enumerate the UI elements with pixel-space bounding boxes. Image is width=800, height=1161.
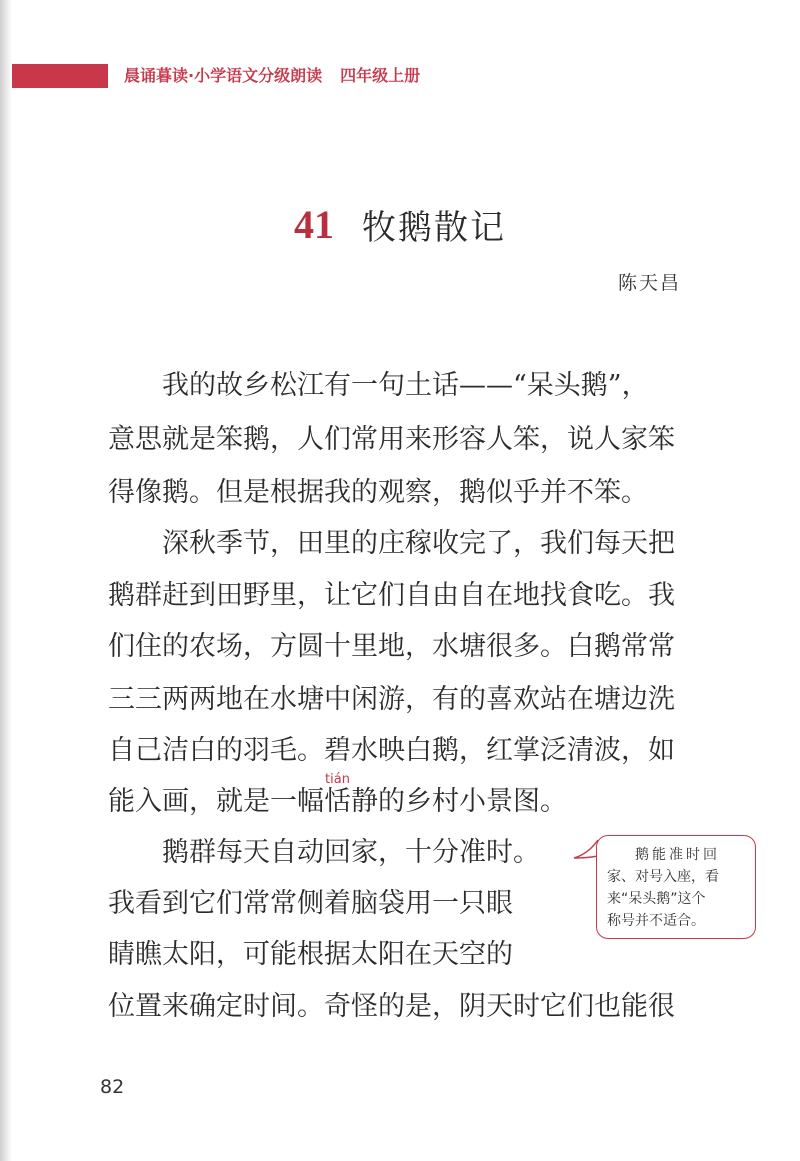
page-number: 82 xyxy=(100,1076,125,1098)
text-line: 深秋季节，田里的庄稼收完了，我们每天把 xyxy=(162,528,675,559)
callout-line: 鹅能准时回 xyxy=(635,847,720,863)
lesson-heading xyxy=(0,200,800,249)
text-line: 睛瞧太阳，可能根据太阳在天空的 xyxy=(108,939,513,970)
text-line: 们住的农场，方圆十里地，水塘很多。白鹅常常 xyxy=(108,631,675,662)
text-line: 意思就是笨鹅，人们常用来形容人笨，说人家笨 xyxy=(108,424,675,455)
book-spine-shadow xyxy=(0,0,12,1161)
text-line: 鹅群赶到田野里，让它们自由自在地找食吃。我 xyxy=(108,580,675,611)
lesson-title: 牧鹅散记 xyxy=(362,208,506,248)
text-line: 我看到它们常常侧着脑袋用一只眼 xyxy=(108,888,513,919)
text-line: 自己洁白的羽毛。碧水映白鹅，红掌泛清波，如 xyxy=(108,735,675,766)
volume-title: 四年级上册 xyxy=(340,66,421,85)
header-accent-bar xyxy=(12,64,108,88)
callout-line: 称号并不适合。 xyxy=(607,913,705,929)
callout-line: 家、对号入座，看 xyxy=(607,869,719,885)
callout-line: 来“呆头鹅”这个 xyxy=(607,891,706,907)
series-title: 晨诵暮读·小学语文分级朗读 xyxy=(124,66,323,85)
text-line: 我的故乡松江有一句土话——“呆头鹅”， xyxy=(162,370,649,401)
running-header xyxy=(124,64,420,88)
annotated-char: 恬 xyxy=(324,786,351,817)
author-name: 陈天昌 xyxy=(618,272,682,294)
text-line: 鹅群每天自动回家，十分准时。 xyxy=(162,837,540,868)
text-segment: 静的乡村小景图。 xyxy=(351,786,567,817)
text-line: 位置来确定时间。奇怪的是，阴天时它们也能很 xyxy=(108,991,675,1022)
margin-note-callout xyxy=(596,835,756,939)
text-line: 三三两两地在水塘中闲游，有的喜欢站在塘边洗 xyxy=(108,684,675,715)
text-line-with-pinyin xyxy=(108,772,567,819)
annotated-character xyxy=(324,772,351,819)
pinyin-annotation: tián xyxy=(325,772,350,787)
lesson-number: 41 xyxy=(294,202,334,247)
text-segment: 能入画，就是一幅 xyxy=(108,786,324,817)
text-line: 得像鹅。但是根据我的观察，鹅似乎并不笨。 xyxy=(108,477,648,508)
